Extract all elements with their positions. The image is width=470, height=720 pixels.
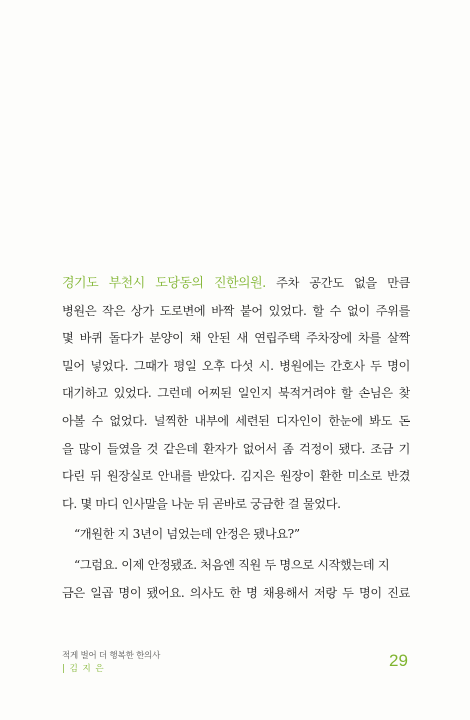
dialogue-answer-continued: 금은 일곱 명이 됐어요. 의사도 한 명 채용해서 저랑 두 명이 진료 <box>62 585 410 600</box>
author-name: | 김 지 은 <box>62 664 105 674</box>
paragraph-line <box>62 270 410 298</box>
paragraph-line: 을 많이 들였을 것 같은데 환자가 없어서 좀 걱정이 됐다. 조금 기 <box>62 441 410 456</box>
paragraph-line: 다린 뒤 원장실로 안내를 받았다. 김지은 원장이 환한 미소로 반겼 <box>62 469 410 484</box>
clinic-highlight: 경기도 부천시 도당동의 진한의원. <box>62 276 266 291</box>
book-title: 적게 벌어 더 행복한 한의사 <box>62 651 161 661</box>
page-number: 29 <box>389 651 408 670</box>
paragraph-line: 대기하고 있었다. 그런데 어찌된 일인지 북적거려야 할 손님은 찾 <box>62 386 410 401</box>
paragraph-line: 아볼 수 없었다. 널찍한 내부에 세련된 디자인이 한눈에 봐도 돈 <box>62 413 410 428</box>
dialogue-answer: “그럼요. 이제 안정됐죠. 처음엔 직원 두 명으로 시작했는데 지 <box>74 557 390 572</box>
paragraph-line-text: 주차 공간도 없을 만큼 <box>265 276 410 290</box>
body-text <box>62 270 410 607</box>
dialogue-question: “개원한 지 3년이 넘었는데 안정은 됐나요?” <box>74 527 300 542</box>
paragraph-line: 다. 몇 마디 인사말을 나눈 뒤 곧바로 궁금한 걸 물었다. <box>62 496 341 511</box>
paragraph-line: 병원은 작은 상가 도로변에 바짝 붙어 있었다. 할 수 없이 주위를 <box>62 303 410 318</box>
paragraph-line: 밀어 넣었다. 그때가 평일 오후 다섯 시. 병원에는 간호사 두 명이 <box>62 358 410 373</box>
paragraph-line: 몇 바퀴 돌다가 분양이 채 안된 새 연립주택 주차장에 차를 살짝 <box>62 331 410 346</box>
running-footer <box>62 650 160 676</box>
